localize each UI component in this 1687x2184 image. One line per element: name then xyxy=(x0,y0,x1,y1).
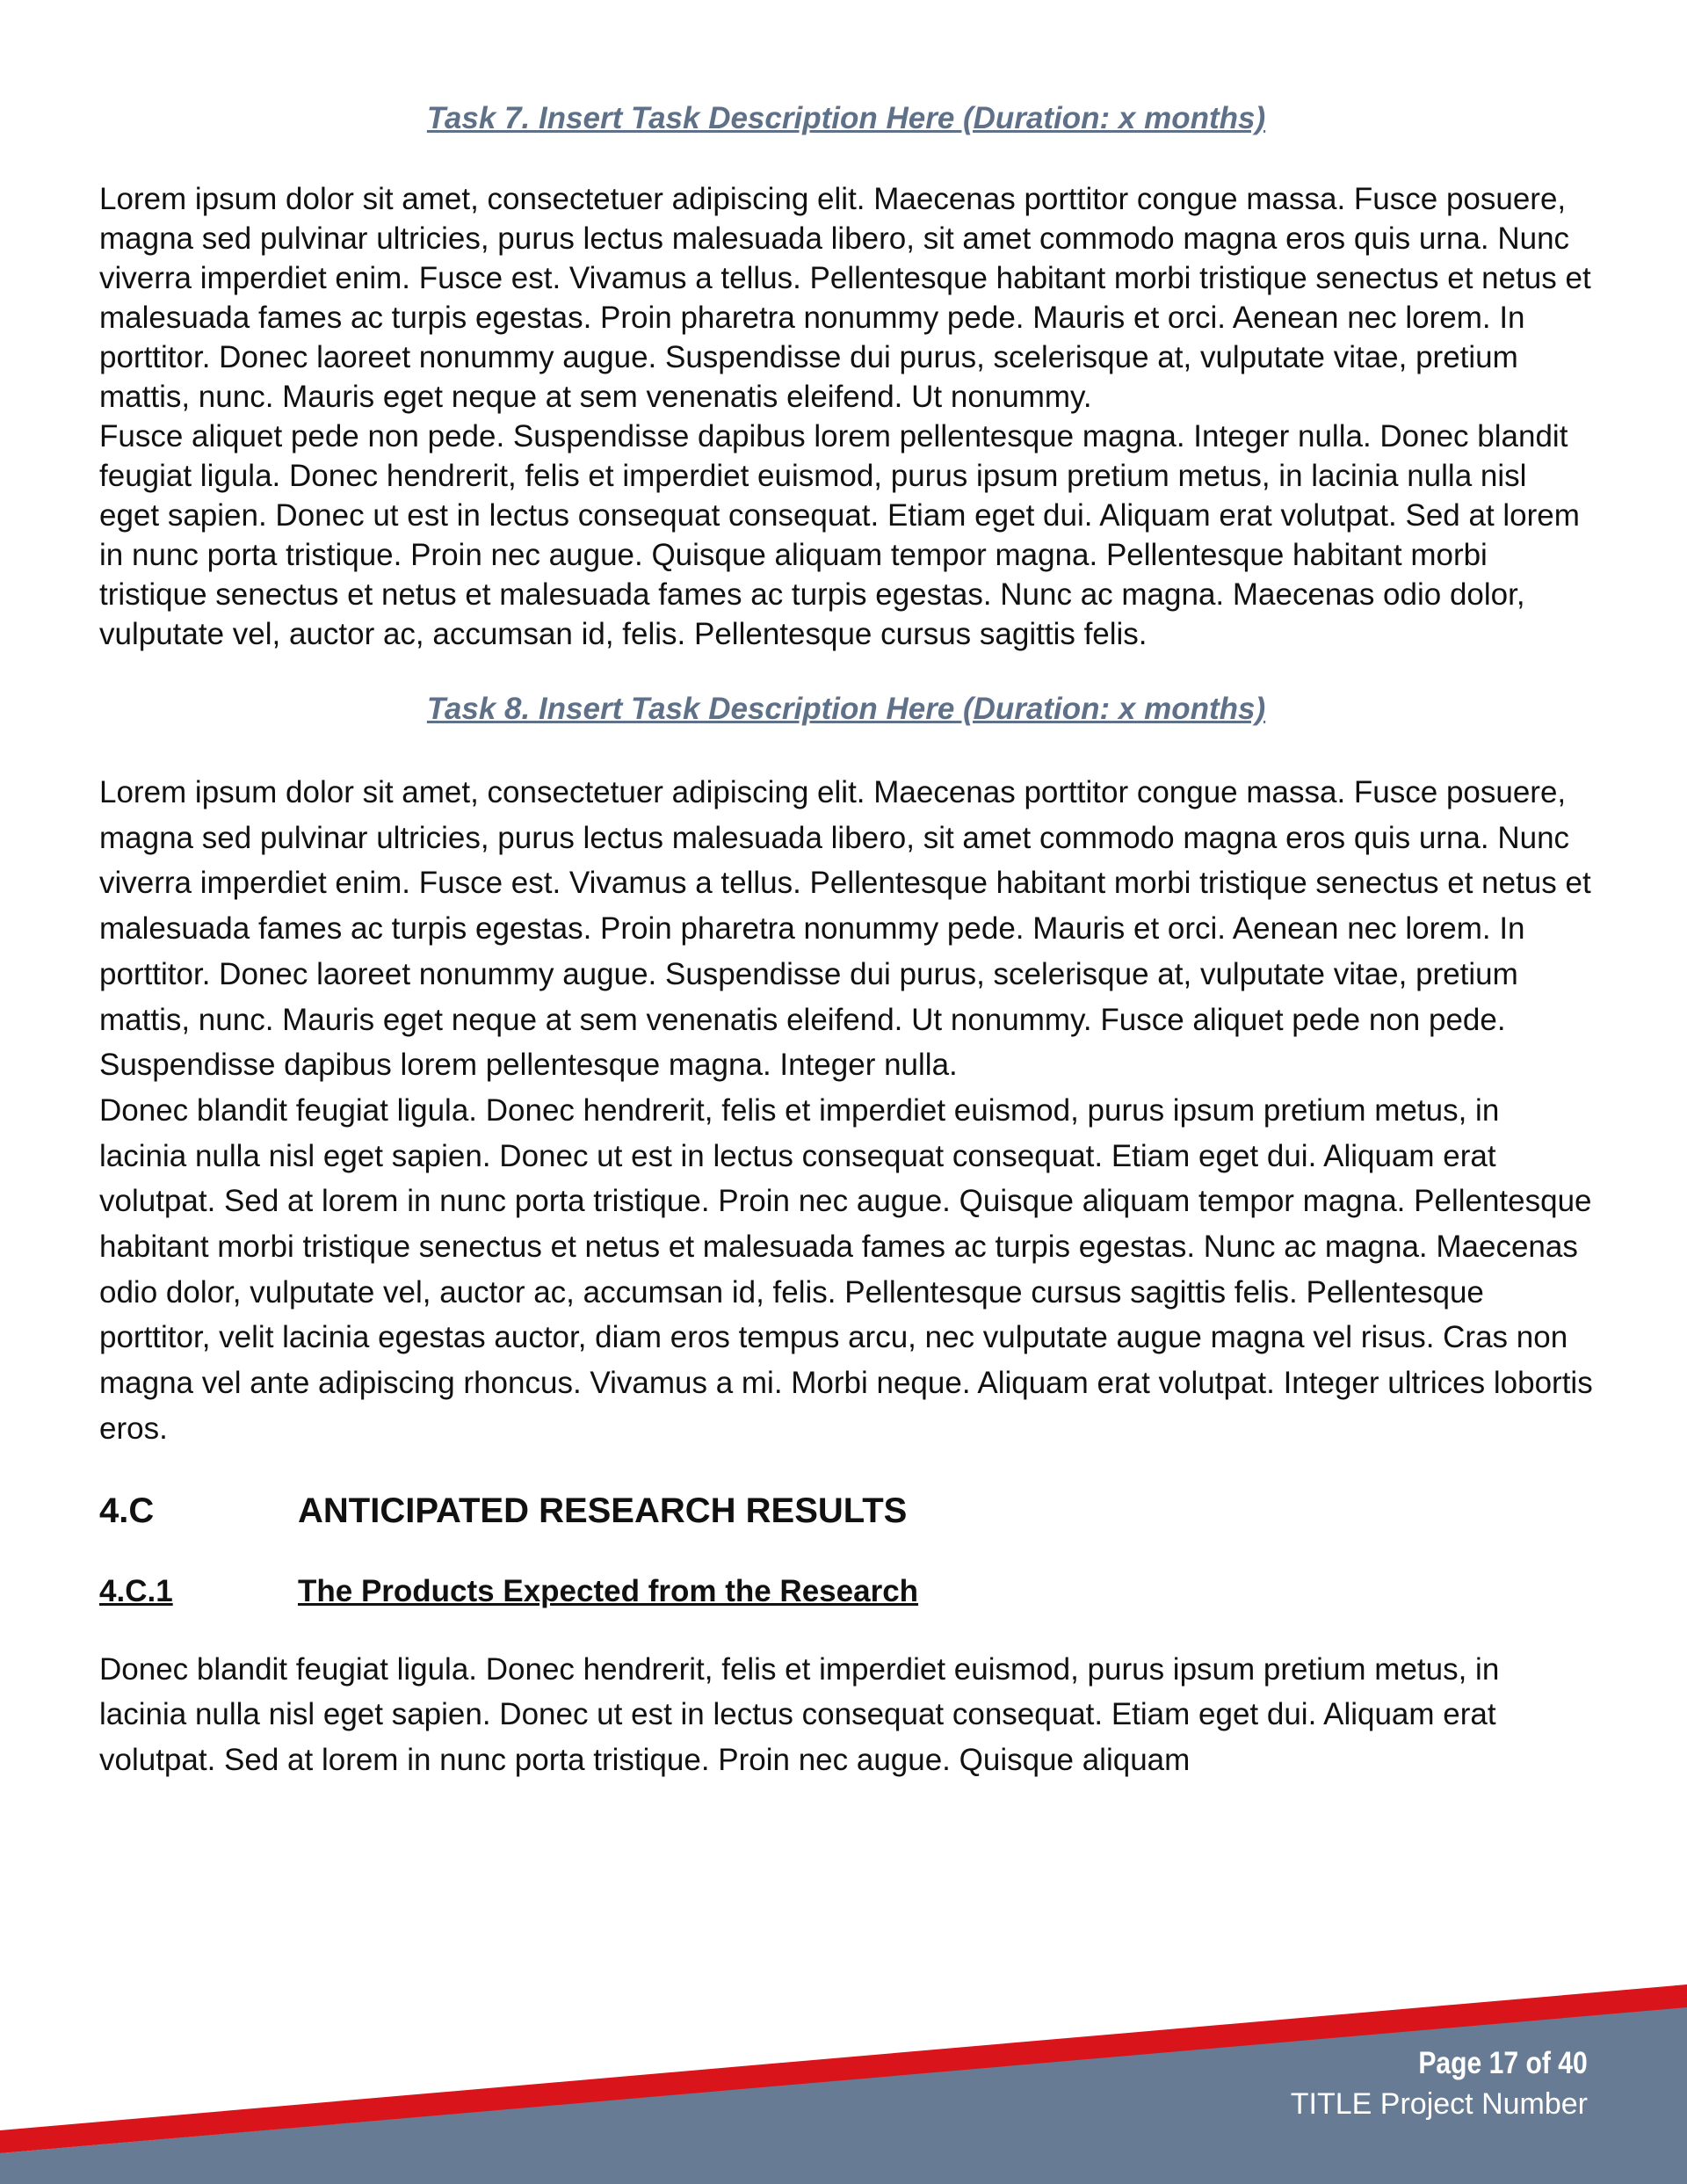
project-title: TITLE Project Number xyxy=(1290,2087,1588,2121)
task-8-paragraph-2: Donec blandit feugiat ligula. Donec hendrerit, felis et imperdiet euismod, purus ipsum pretium metus, in lacinia nulla nisl eget sapien. Donec ut est in lectus consequat consequat. Etiam eget dui. Aliquam erat volutpat. Sed at lorem in nunc porta tristique. Proin nec augue. Quisque aliquam tempor magna. Pellentesque habitant morbi tristique senectus et netus et malesuada fames ac turpis egestas. Nunc ac magna. Maecenas odio dolor, vulputate vel, auctor ac, accumsan id, felis. Pellentesque cursus sagittis felis. Pellentesque porttitor, velit lacinia egestas auctor, diam eros tempus arcu, nec vulputate augue magna vel risus. Cras non magna vel ante adipiscing rhoncus. Vivamus a mi. Morbi neque. Aliquam erat volutpat. Integer ultrices lobortis eros. xyxy=(99,1092,1593,1446)
section-heading xyxy=(99,1489,1593,1533)
subsection-number: 4.C.1 xyxy=(99,1573,173,1608)
subsection-title: The Products Expected from the Research xyxy=(298,1573,919,1608)
task-7-heading: Task 7. Insert Task Description Here (Duration: x months) xyxy=(426,101,1266,135)
task-8-paragraph-1: Lorem ipsum dolor sit amet, consectetuer adipiscing elit. Maecenas porttitor congue massa. Fusce posuere, magna sed pulvinar ultricies, purus lectus malesuada libero, sit amet commodo magna eros quis urna. Nunc viverra imperdiet enim. Fusce est. Vivamus a tellus. Pellentesque habitant morbi tristique senectus et netus et malesuada fames ac turpis egestas. Proin pharetra nonummy pede. Mauris et orci. Aenean nec lorem. In porttitor. Donec laoreet nonummy augue. Suspendisse dui purus, scelerisque at, vulputate vitae, pretium mattis, nunc. Mauris eget neque at sem venenatis eleifend. Ut nonummy. Fusce aliquet pede non pede. Suspendisse dapibus lorem pellentesque magna. Integer nulla. xyxy=(99,775,1591,1083)
section-number: 4.C xyxy=(99,1491,155,1530)
section-title: ANTICIPATED RESEARCH RESULTS xyxy=(298,1491,908,1530)
page-content xyxy=(99,98,1593,1783)
page-number: Page 17 of 40 xyxy=(1418,2046,1588,2080)
subsection-heading xyxy=(99,1571,1593,1612)
task-7-paragraph-2: Fusce aliquet pede non pede. Suspendisse dapibus lorem pellentesque magna. Integer nulla. Donec blandit feugiat ligula. Donec hendrerit, felis et imperdiet euismod, purus ipsum pretium metus, in lacinia nulla nisl eget sapien. Donec ut est in lectus consequat consequat. Etiam eget dui. Aliquam erat volutpat. Sed at lorem in nunc porta tristique. Proin nec augue. Quisque aliquam tempor magna. Pellentesque habitant morbi tristique senectus et netus et malesuada fames ac turpis egestas. Nunc ac magna. Maecenas odio dolor, vulputate vel, auctor ac, accumsan id, felis. Pellentesque cursus sagittis felis. xyxy=(99,419,1580,651)
task-8-heading: Task 8. Insert Task Description Here (Duration: x months) xyxy=(426,692,1266,726)
task-7-paragraph-1: Lorem ipsum dolor sit amet, consectetuer adipiscing elit. Maecenas porttitor congue massa. Fusce posuere, magna sed pulvinar ultricies, purus lectus malesuada libero, sit amet commodo magna eros quis urna. Nunc viverra imperdiet enim. Fusce est. Vivamus a tellus. Pellentesque habitant morbi tristique senectus et netus et malesuada fames ac turpis egestas. Proin pharetra nonummy pede. Mauris et orci. Aenean nec lorem. In porttitor. Donec laoreet nonummy augue. Suspendisse dui purus, scelerisque at, vulputate vitae, pretium mattis, nunc. Mauris eget neque at sem venenatis eleifend. Ut nonummy. xyxy=(99,182,1591,414)
subsection-paragraph: Donec blandit feugiat ligula. Donec hendrerit, felis et imperdiet euismod, purus ipsum pretium metus, in lacinia nulla nisl eget sapien. Donec ut est in lectus consequat consequat. Etiam eget dui. Aliquam erat volutpat. Sed at lorem in nunc porta tristique. Proin nec augue. Quisque aliquam xyxy=(99,1651,1500,1777)
